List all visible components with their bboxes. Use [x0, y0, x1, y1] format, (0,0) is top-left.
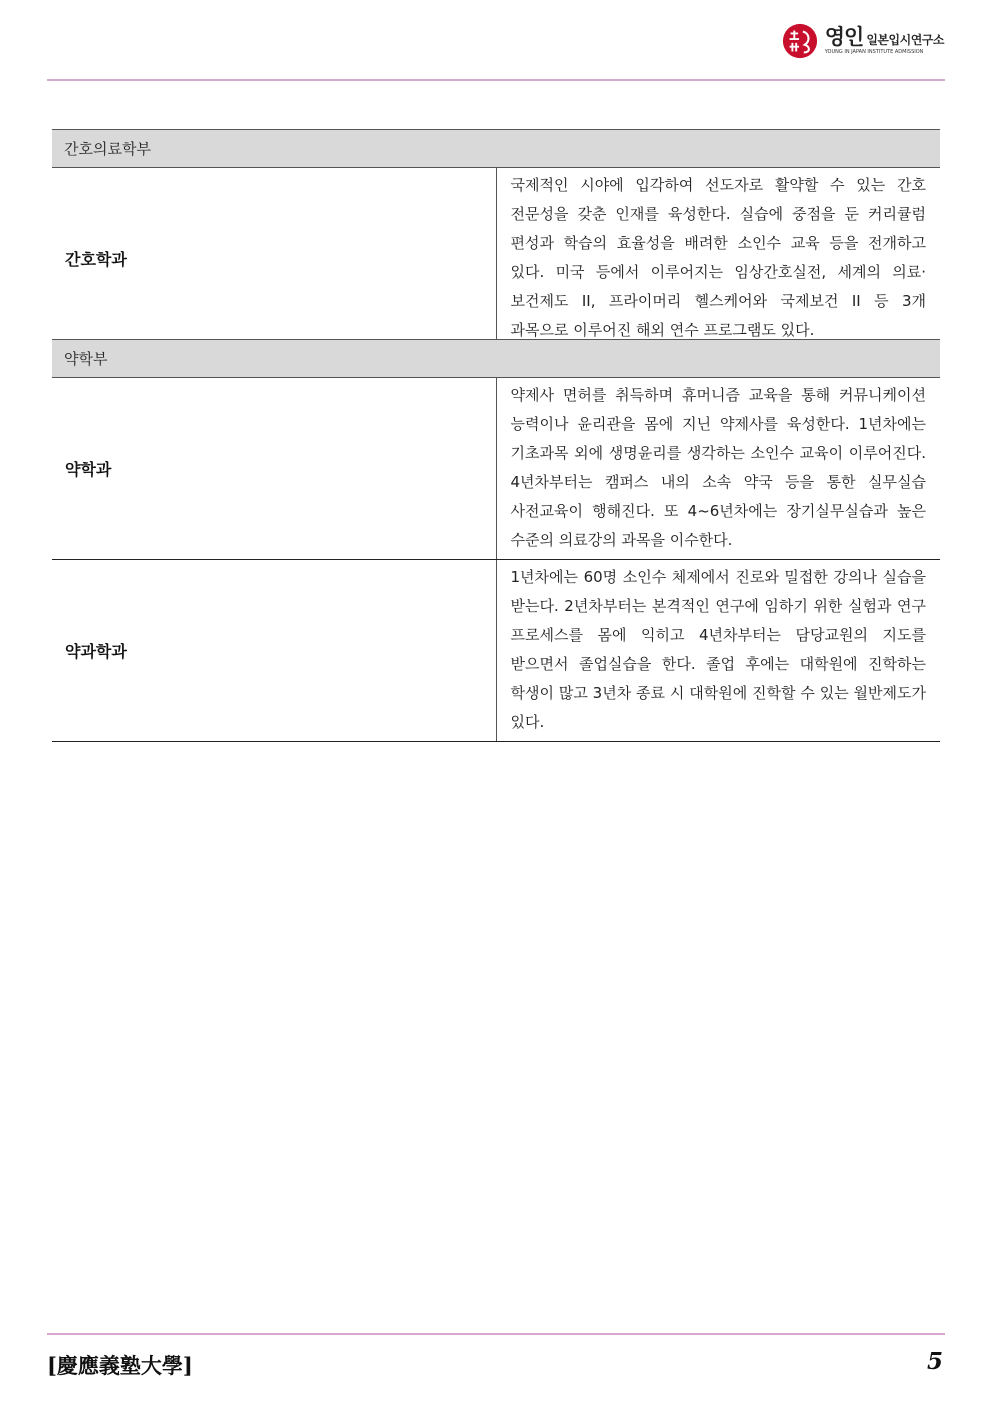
- section-title: 간호의료학부: [52, 130, 940, 168]
- footer-university: [慶應義塾大學]: [47, 1353, 193, 1378]
- dept-description: 국제적인 시야에 입각하여 선도자로 활약할 수 있는 간호 전문성을 갖춘 인재를 육성한다. 실습에 중점을 둔 커리큘럼 편성과 학습의 효율성을 배려한 소인수 교육 등을 전개하고 있다. 미국 등에서 이루어지는 임상간호실전, 세계의 의료·보건제도 II, 프라이머리 헬스케어와 국제보건 II 등 3개 과목으로 이루어진 해외 연수 프로그램도 있다.: [496, 168, 940, 350]
- table-row: [52, 168, 940, 350]
- logo-small-text: 일본입시연구소: [866, 33, 944, 47]
- page-number: 5: [926, 1348, 943, 1375]
- section-title: 약학부: [52, 340, 940, 378]
- dept-description: 약제사 면허를 취득하며 휴머니즘 교육을 통해 커뮤니케이션 능력이나 윤리관을 몸에 지닌 약제사를 육성한다. 1년차에는 기초과목 외에 생명윤리를 생각하는 소인수 교육이 이루어진다. 4년차부터는 캠퍼스 내의 소속 약국 등을 통한 실무실습 사전교육이 행해진다. 또 4~6년차에는 장기실무실습과 높은 수준의 의료강의 과목을 이수한다.: [496, 378, 940, 560]
- dept-description: 1년차에는 60명 소인수 체제에서 진로와 밀접한 강의나 실습을 받는다. 2년차부터는 본격적인 연구에 임하기 위한 실험과 연구 프로세스를 몸에 익히고 4년차부터는 담당교원의 지도를 받으면서 졸업실습을 한다. 졸업 후에는 대학원에 진학하는 학생이 많고 3년차 종료 시 대학원에 진학할 수 있는 월반제도가 있다.: [496, 560, 940, 742]
- table-row: [52, 560, 940, 742]
- logo-main-text: 영인: [824, 25, 864, 49]
- dept-name: 약과학과: [52, 560, 496, 742]
- dept-name: 간호학과: [52, 168, 496, 350]
- logo-sub-text: YOUNG IN JAPAN INSTITUTE ADMISSION: [824, 49, 924, 55]
- section-pharmacy: [52, 339, 940, 742]
- logo-emblem-icon: [781, 22, 819, 60]
- header-logo: [781, 22, 944, 60]
- footer-divider: [47, 1333, 945, 1335]
- table-row: [52, 378, 940, 560]
- section-nursing: [52, 129, 940, 350]
- dept-name: 약학과: [52, 378, 496, 560]
- header-divider: [47, 79, 945, 81]
